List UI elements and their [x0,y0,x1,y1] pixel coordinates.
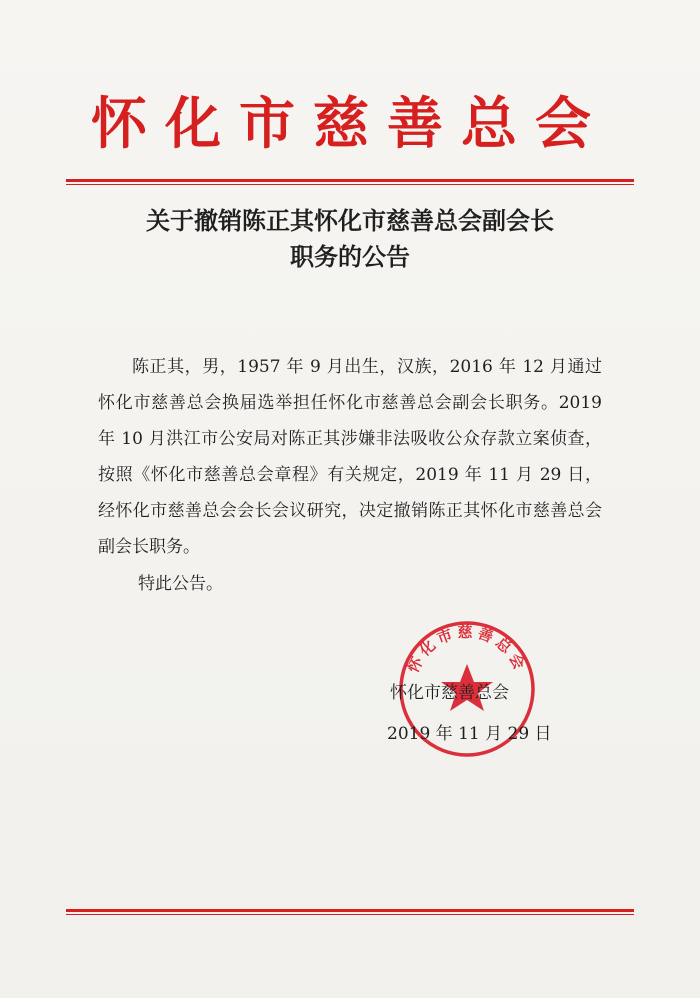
closing-text: 特此公告。 [138,574,223,594]
masthead-title: 怀化市慈善总会 [91,91,609,157]
top-red-rule-thick [66,179,634,182]
signature-organization: 怀化市慈善总会 [390,683,509,703]
bottom-red-rule-thin [66,914,634,915]
signature-date: 2019 年 11 月 29 日 [387,724,552,744]
notice-body: 陈正其，男，1957 年 9 月出生，汉族，2016 年 12 月通过怀化市慈善总会换届选举担任怀化市慈善总会副会长职务。2019 年 10 月洪江市公安局对陈正其涉嫌非法吸收公众存款立案侦查，按照《怀化市慈善总会章程》有关规定，2019 年 11 月 29 日，经怀化市慈善总会会长会议研究，决定撤销陈正其怀化市慈善总会副会长职务。 [98,357,602,557]
notice-title-line-1: 关于撤销陈正其怀化市慈善总会副会长 [146,206,554,235]
seal-text: 怀化市慈善总会 [403,623,531,676]
top-red-rule-thin [66,184,634,185]
bottom-red-rule-thick [66,909,634,912]
notice-title-line-2: 职务的公告 [290,242,410,271]
